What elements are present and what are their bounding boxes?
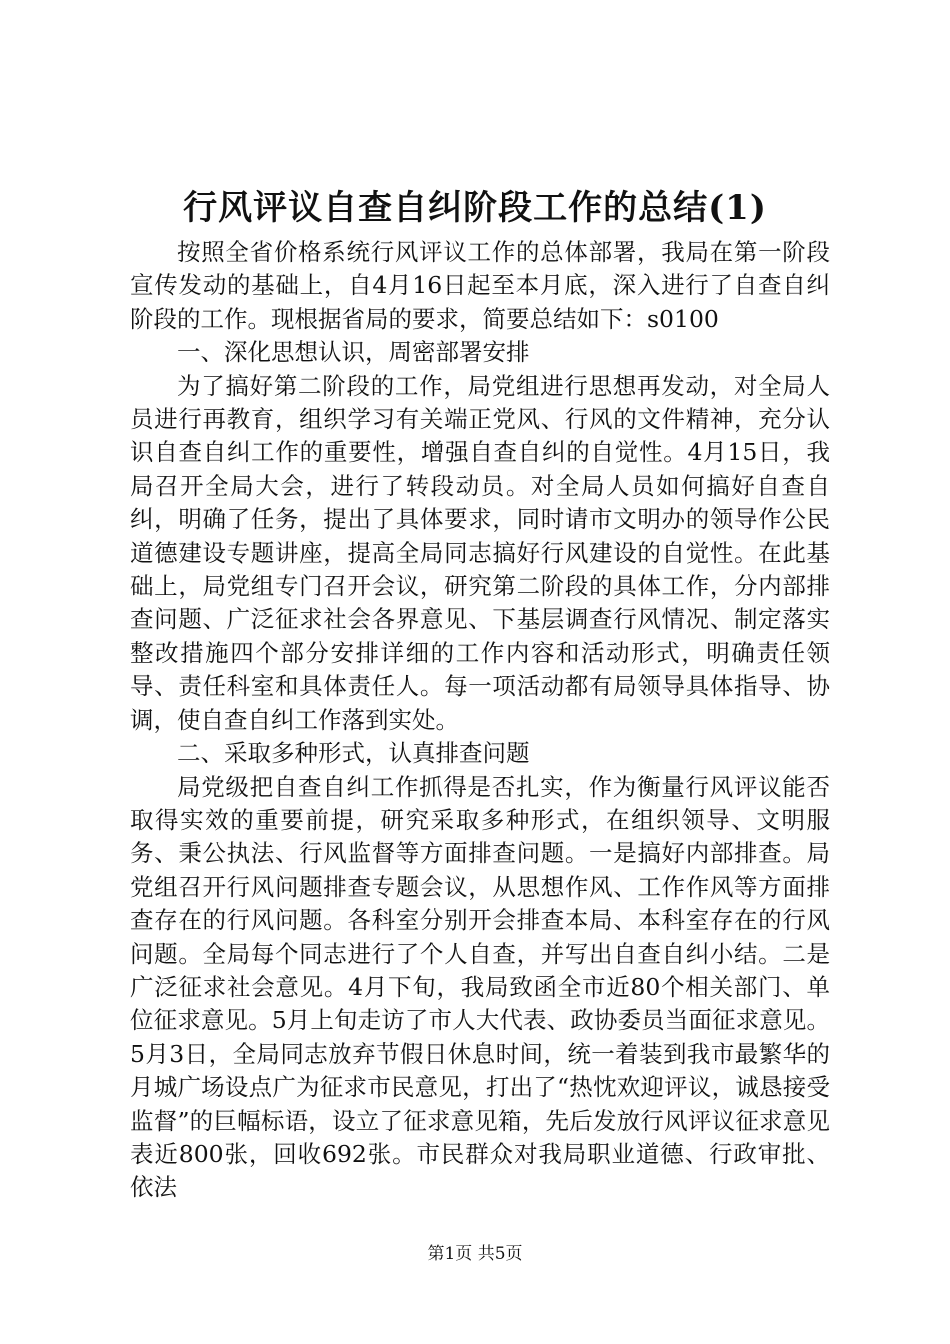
intro-paragraph: 按照全省价格系统行风评议工作的总体部署，我局在第一阶段宣传发动的基础上，自4月16日起至本月底，深入进行了自查自纠阶段的工作。现根据省局的要求，简要总结如下：s0100 [130,238,830,333]
section-1-paragraph: 为了搞好第二阶段的工作，局党组进行思想再发动，对全局人员进行再教育，组织学习有关端正党风、行风的文件精神，充分认识自查自纠工作的重要性，增强自查自纠的自觉性。4月15日，我局召开全局大会，进行了转段动员。对全局人员如何搞好自查自纠，明确了任务，提出了具体要求，同时请市文明办的领导作公民道德建设专题讲座，提高全局同志搞好行风建设的自觉性。在此基础上，局党组专门召开会议，研究第二阶段的具体工作，分内部排查问题、广泛征求社会各界意见、下基层调查行风情况、制定落实整改措施四个部分安排详细的工作内容和活动形式，明确责任领导、责任科室和具体责任人。每一项活动都有局领导具体指导、协调，使自查自纠工作落到实处。 [130,371,830,734]
document-body [130,236,830,1205]
section-heading-1: 一、深化思想认识，周密部署安排 [177,338,530,367]
document-title: 行风评议自查自纠阶段工作的总结(1) [183,188,767,228]
section-2-paragraph: 局党级把自查自纠工作抓得是否扎实，作为衡量行风评议能否取得实效的重要前提，研究采取多种形式，在组织领导、文明服务、秉公执法、行风监督等方面排查问题。一是搞好内部排查。局党组召开行风问题排查专题会议，从思想作风、工作作风等方面排查存在的行风问题。各科室分别开会排查本局、本科室存在的行风问题。全局每个同志进行了个人自查，并写出自查自纠小结。二是广泛征求社会意见。4月下旬，我局致函全市近80个相关部门、单位征求意见。5月上旬走访了市人大代表、政协委员当面征求意见。5月3日，全局同志放弃节假日休息时间，统一着装到我市最繁华的月城广场设点广为征求市民意见，打出了“热忱欢迎评议，诚恳接受监督”的巨幅标语，设立了征求意见箱，先后发放行风评议征求意见表近800张，回收692张。市民群众对我局职业道德、行政审批、依法 [130,772,830,1202]
page-number-footer: 第1页 共5页 [427,1244,523,1264]
section-heading-2: 二、采取多种形式，认真排查问题 [177,739,530,768]
